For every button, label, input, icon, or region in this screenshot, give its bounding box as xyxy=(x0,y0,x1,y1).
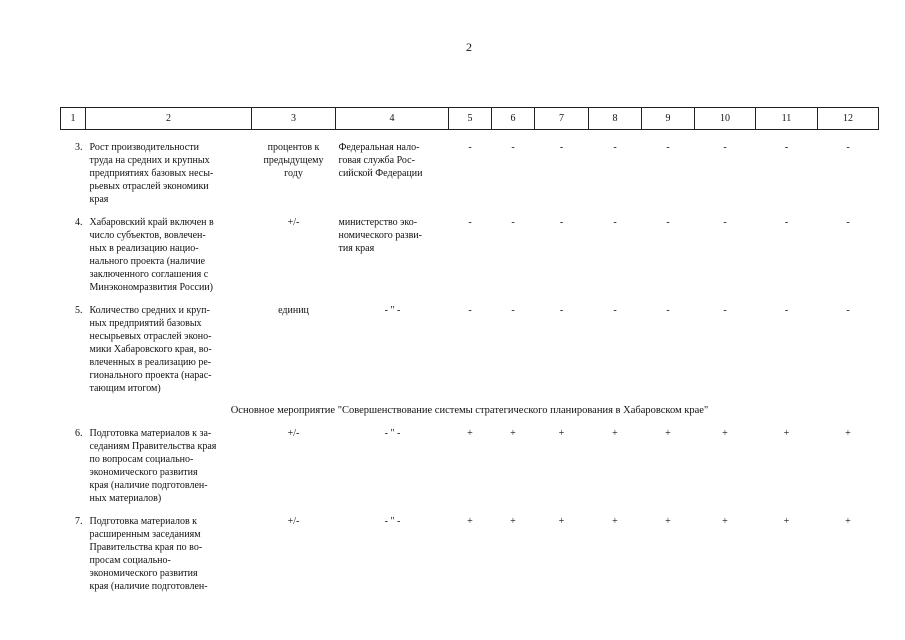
text-line: единиц xyxy=(278,305,309,316)
value-cell: - xyxy=(723,217,727,228)
column-number: 5 xyxy=(449,108,492,130)
ditto-mark: - " - xyxy=(384,516,401,527)
value-cell: + xyxy=(665,516,671,527)
value-cell: - xyxy=(613,142,617,153)
section-row xyxy=(61,395,879,417)
responsible-executor xyxy=(336,130,449,207)
value-cell: - xyxy=(559,142,564,153)
indicator-name xyxy=(86,417,252,505)
value-cell: - xyxy=(511,142,515,153)
row-number: 6. xyxy=(75,428,83,439)
value-cell: + xyxy=(722,428,728,439)
text-line: края (наличие подготовлен- xyxy=(89,480,208,491)
text-line: экономического развития xyxy=(89,467,198,478)
indicator-name xyxy=(86,294,252,395)
responsible-executor xyxy=(336,206,449,294)
value-cell: - xyxy=(468,305,472,316)
responsible-executor xyxy=(336,294,449,395)
unit-of-measure xyxy=(252,130,336,207)
text-line: предыдущему xyxy=(263,155,324,166)
value-cell: - xyxy=(468,217,472,228)
text-line: края (наличие подготовлен- xyxy=(89,581,208,592)
text-line: Количество средних и круп- xyxy=(89,305,210,316)
text-line: седаниям Правительства края xyxy=(89,441,217,452)
text-line: Минэкономразвития России) xyxy=(89,282,213,293)
value-cell: - xyxy=(846,217,850,228)
value-cell: - xyxy=(846,142,850,153)
text-line: по вопросам социально- xyxy=(89,454,194,465)
text-line: края xyxy=(89,194,109,205)
column-number: 6 xyxy=(492,108,535,130)
column-number-row xyxy=(61,108,879,130)
value-cell: + xyxy=(722,516,728,527)
text-line: тия края xyxy=(338,243,375,254)
unit-of-measure xyxy=(252,206,336,294)
indicator-name xyxy=(86,206,252,294)
column-number: 2 xyxy=(86,108,252,130)
text-line: году xyxy=(284,168,303,179)
value-cell: + xyxy=(467,516,473,527)
text-line: несырьевых отраслей эконо- xyxy=(89,331,212,342)
text-line: Рост производительности xyxy=(89,142,199,153)
text-line: +/- xyxy=(287,428,300,439)
table-row xyxy=(61,417,879,505)
text-line: сийской Федерации xyxy=(338,168,423,179)
text-line: гионального проекта (нарас- xyxy=(89,370,212,381)
text-line: Подготовка материалов к xyxy=(89,516,198,527)
value-cell: + xyxy=(558,516,565,527)
column-number: 3 xyxy=(252,108,336,130)
text-line: труда на средних и крупных xyxy=(89,155,210,166)
ditto-mark: - " - xyxy=(384,305,401,316)
text-line: экономического развития xyxy=(89,568,198,579)
text-line: заключенного соглашения с xyxy=(89,269,209,280)
column-number: 8 xyxy=(589,108,642,130)
column-number: 10 xyxy=(695,108,756,130)
indicators-table xyxy=(60,107,879,593)
unit-of-measure xyxy=(252,417,336,505)
value-cell: - xyxy=(784,217,789,228)
table-row xyxy=(61,206,879,294)
text-line: +/- xyxy=(287,516,300,527)
value-cell: - xyxy=(784,305,789,316)
value-cell: + xyxy=(845,428,851,439)
column-number: 7 xyxy=(535,108,589,130)
value-cell: - xyxy=(666,217,670,228)
text-line: мики Хабаровского края, во- xyxy=(89,344,212,355)
value-cell: + xyxy=(612,428,618,439)
row-number: 5. xyxy=(75,305,83,316)
text-line: +/- xyxy=(287,217,300,228)
value-cell: - xyxy=(784,142,789,153)
value-cell: - xyxy=(468,142,472,153)
text-line: расширенным заседаниям xyxy=(89,529,201,540)
column-number: 1 xyxy=(61,108,86,130)
unit-of-measure xyxy=(252,505,336,593)
value-cell: - xyxy=(846,305,850,316)
text-line: процентов к xyxy=(267,142,320,153)
table-row xyxy=(61,130,879,207)
text-line: Подготовка материалов к за- xyxy=(89,428,212,439)
page-number: 2 xyxy=(466,40,472,54)
row-number: 3. xyxy=(75,142,83,153)
value-cell: + xyxy=(510,428,516,439)
text-line: министерство эко- xyxy=(338,217,418,228)
value-cell: + xyxy=(783,428,790,439)
row-number: 4. xyxy=(75,217,83,228)
value-cell: + xyxy=(783,516,790,527)
text-line: номического разви- xyxy=(338,230,422,241)
responsible-executor xyxy=(336,417,449,505)
value-cell: + xyxy=(665,428,671,439)
indicator-name xyxy=(86,130,252,207)
text-line: тающим итогом) xyxy=(89,383,161,394)
table-row xyxy=(61,294,879,395)
text-line: нального проекта (наличие xyxy=(89,256,206,267)
row-number: 7. xyxy=(75,516,83,527)
responsible-executor xyxy=(336,505,449,593)
section-title: Основное мероприятие "Совершенствование системы стратегического планирования в Хабаровском крае" xyxy=(230,405,709,416)
text-line: Правительства края по во- xyxy=(89,542,203,553)
ditto-mark: - " - xyxy=(384,428,401,439)
text-line: ных в реализацию нацио- xyxy=(89,243,199,254)
value-cell: - xyxy=(559,217,564,228)
value-cell: + xyxy=(510,516,516,527)
text-line: ных материалов) xyxy=(89,493,162,504)
value-cell: - xyxy=(511,305,515,316)
column-number: 9 xyxy=(642,108,695,130)
text-line: Федеральная нало- xyxy=(338,142,420,153)
text-line: говая служба Рос- xyxy=(338,155,415,166)
text-line: число субъектов, вовлечен- xyxy=(89,230,206,241)
value-cell: - xyxy=(511,217,515,228)
value-cell: - xyxy=(723,142,727,153)
value-cell: + xyxy=(612,516,618,527)
text-line: просам социально- xyxy=(89,555,171,566)
column-number: 11 xyxy=(756,108,818,130)
value-cell: + xyxy=(558,428,565,439)
value-cell: - xyxy=(613,217,617,228)
value-cell: - xyxy=(613,305,617,316)
text-line: рьевых отраслей экономики xyxy=(89,181,209,192)
indicator-name xyxy=(86,505,252,593)
value-cell: + xyxy=(467,428,473,439)
text-line: предприятиях базовых несы- xyxy=(89,168,214,179)
table-row xyxy=(61,505,879,593)
value-cell: + xyxy=(845,516,851,527)
column-number: 12 xyxy=(818,108,879,130)
text-line: влеченных в реализацию ре- xyxy=(89,357,212,368)
column-number: 4 xyxy=(336,108,449,130)
value-cell: - xyxy=(666,305,670,316)
unit-of-measure xyxy=(252,294,336,395)
value-cell: - xyxy=(559,305,564,316)
text-line: Хабаровский край включен в xyxy=(89,217,214,228)
text-line: ных предприятий базовых xyxy=(89,318,202,329)
value-cell: - xyxy=(666,142,670,153)
value-cell: - xyxy=(723,305,727,316)
